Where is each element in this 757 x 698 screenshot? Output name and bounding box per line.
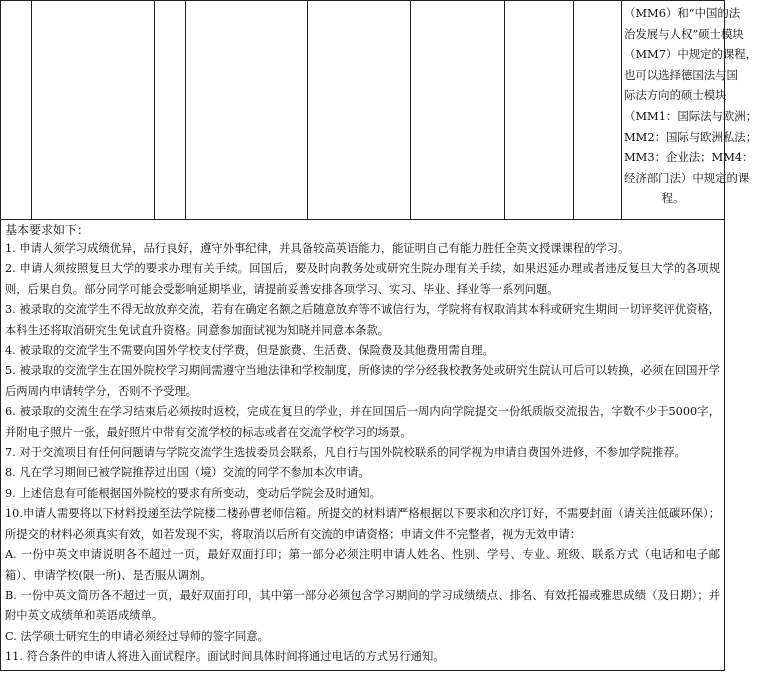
notes-line: MM2：国际与欧洲私法； xyxy=(624,129,757,144)
table-cell xyxy=(1,1,32,220)
requirements-heading: 基本要求如下： xyxy=(5,223,90,237)
requirement-item: 2. 申请人须按照复旦大学的要求办理有关手续。回国后，要及时向教务处或研究生院办理有关手续，如果迟延办理或者违反复旦大学的各项规则，后果自负。部分同学可能会受影响延期毕业，请提前妥善安排各项学习、实习、毕业、择业等一系列问题。 xyxy=(5,262,720,296)
requirement-item: 1. 申请人须学习成绩优异，品行良好，遵守外事纪律，并具备较高英语能力，能证明自己有能力胜任全英文授课课程的学习。 xyxy=(5,242,630,255)
table-cell xyxy=(505,1,574,220)
requirement-item: 3. 被录取的交流学生不得无故放弃交流，若有在确定名额之后随意放弃等不诚信行为，学院将有权取消其本科或研究生期间一切评奖评优资格，本科生还将取消研究生免试直升资格。同意参加面试视为知晓并同意本条款。 xyxy=(5,303,720,337)
notes-line: 也可以选择德国法与国 xyxy=(624,67,738,82)
notes-line: 经济部门法）中规定的课 xyxy=(624,170,750,185)
table-cell xyxy=(186,1,308,220)
table-cell xyxy=(32,1,155,220)
requirements-cell xyxy=(1,220,725,671)
notes-line: 程。 xyxy=(661,191,685,206)
requirement-item: 11. 符合条件的申请人将进入面试程序。面试时间具体时间将通过电话的方式另行通知。 xyxy=(5,650,445,664)
notes-line: MM3：企业法；MM4： xyxy=(624,150,754,165)
table-cell xyxy=(411,1,505,220)
notes-line: 治发展与人权”硕士模块 xyxy=(624,26,744,41)
notes-line: 际法方向的硕士模块 xyxy=(624,88,727,103)
table-row xyxy=(1,1,725,220)
requirement-item: 10.申请人需要将以下材料投递至法学院楼二楼孙曹老师信箱。所提交的材料请严格根据以下要求和次序订好，不需要封面（请关注低碳环保）；所提交的材料必须真实有效，如若发现不实，将取消以后所有交流的申请资格；申请文件不完整者，视为无效申请： xyxy=(5,507,720,541)
course-notes-cell xyxy=(622,1,757,220)
requirement-item: B. 一份中英文简历各不超过一页，最好双面打印，其中第一部分必须包含学习期间的学习成绩绩点、排名、有效托福或雅思成绩（及日期）；并附中英文成绩单和英语成绩单。 xyxy=(5,588,720,623)
table-cell xyxy=(574,1,622,220)
requirement-item: 9. 上述信息有可能根据国外院校的要求有所变动，变动后学院会及时通知。 xyxy=(5,486,381,500)
notes-line: （MM7）中规定的课程， xyxy=(624,47,757,62)
notes-line: （MM1：国际法与欧洲； xyxy=(624,108,757,123)
requirement-item: 4. 被录取的交流学生不需要向国外学校支付学费，但是旅费、生活费、保险费及其他费用需自理。 xyxy=(5,344,494,358)
requirement-item: 6. 被录取的交流生在学习结束后必须按时返校，完成在复旦的学业，并在回国后一周内向学院提交一份纸质版交流报告，字数不少于5000字，并附电子照片一张，最好照片中带有交流学校的标志或者在交流学校学习的场景。 xyxy=(5,405,720,439)
notes-line: （MM6）和“中国的法 xyxy=(624,6,741,20)
requirement-item: 5. 被录取的交流学生在国外院校学习期间需遵守当地法律和学校制度，所修读的学分经我校教务处或研究生院认可后可以转换，必须在回国开学后两周内申请转学分，否则不予受理。 xyxy=(5,364,720,398)
requirement-item: 8. 凡在学习期间已被学院推荐过出国（境）交流的同学不参加本次申请。 xyxy=(5,466,370,480)
requirement-item: 7. 对于交流项目有任何问题请与学院交流学生选拔委员会联系，凡自行与国外院校联系的同学视为申请自费国外进修，不参加学院推荐。 xyxy=(5,446,686,460)
requirement-item: C. 法学硕士研究生的申请必须经过导师的签字同意。 xyxy=(5,629,269,643)
requirement-item: A. 一份中英文申请说明各不超过一页，最好双面打印；第一部分必须注明申请人姓名、性别、学号、专业、班级、联系方式（电话和电子邮箱）、申请学校(限一所)、是否服从调剂。 xyxy=(5,548,720,582)
table-row xyxy=(1,220,725,671)
table-cell xyxy=(308,1,411,220)
table-cell xyxy=(155,1,186,220)
